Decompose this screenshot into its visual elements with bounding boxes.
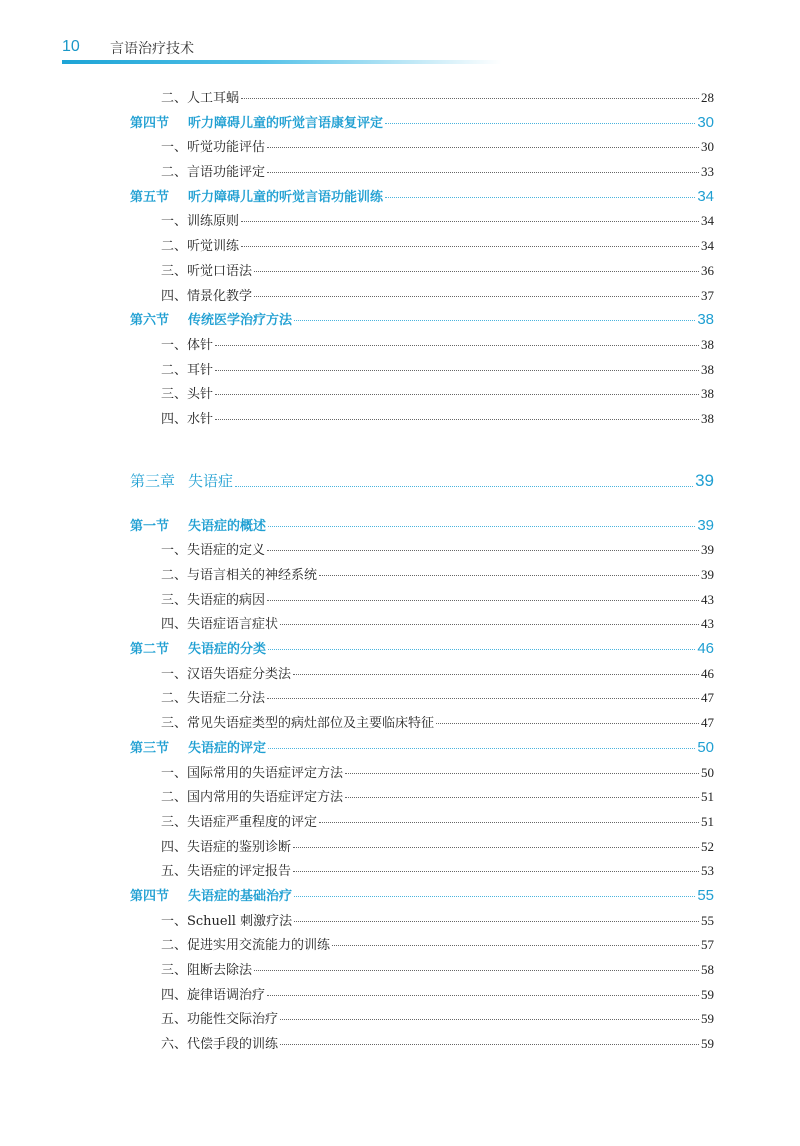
toc-section-title	[130, 186, 383, 211]
toc-item-row[interactable]	[130, 1007, 714, 1032]
dot-leader	[294, 920, 699, 922]
toc-item-row[interactable]	[130, 983, 714, 1008]
dot-leader	[293, 846, 699, 848]
dot-leader	[319, 574, 699, 576]
dot-leader	[267, 146, 699, 148]
toc-item-title	[130, 687, 265, 712]
toc-entry-label: 三、常见失语症类型的病灶部位及主要临床特征	[161, 716, 435, 732]
toc-page-number: 57	[701, 937, 714, 953]
dot-leader	[436, 722, 699, 724]
toc-entry-label: 一、训练原则	[161, 214, 240, 230]
toc-page-number: 51	[701, 789, 714, 805]
toc-item-title	[130, 408, 213, 433]
toc-page-number: 34	[697, 187, 714, 205]
toc-entry-label: 三、阻断去除法	[161, 963, 253, 978]
toc-entry-label: 一、汉语失语症分类法	[161, 666, 292, 682]
toc-item-title	[130, 613, 278, 638]
toc-item-row[interactable]	[130, 662, 714, 687]
toc-item-title	[130, 334, 213, 359]
dot-leader	[385, 122, 695, 124]
toc-item-row[interactable]	[130, 859, 714, 884]
toc-item-title	[130, 811, 317, 836]
toc-section-title	[130, 515, 266, 540]
toc-item-row[interactable]	[130, 933, 714, 958]
toc-item-row[interactable]	[130, 86, 714, 111]
toc-entry-label: 一、失语症的定义	[161, 543, 266, 559]
toc-item-title	[130, 589, 265, 614]
toc-item-title	[130, 786, 343, 811]
toc-item-title	[130, 260, 252, 285]
toc-page-number: 55	[701, 912, 714, 928]
toc-page-number: 43	[701, 591, 714, 607]
toc-entry-label: 一、体针	[161, 337, 214, 353]
dot-leader	[280, 623, 699, 625]
toc-item-row[interactable]	[130, 588, 714, 613]
dot-leader	[268, 747, 695, 749]
dot-leader	[254, 295, 699, 297]
dot-leader	[267, 994, 699, 996]
toc-item-row[interactable]	[130, 358, 714, 383]
toc-entry-label: 四、旋律语调治疗	[161, 987, 266, 1003]
header-rule	[62, 60, 502, 64]
toc-entry-label: 失语症的评定	[188, 740, 267, 756]
toc-entry-label: 五、失语症的评定报告	[161, 864, 292, 880]
toc-page-number: 38	[701, 361, 714, 377]
toc-entry-label: 六、代偿手段的训练	[161, 1037, 279, 1053]
toc-item-title	[130, 210, 239, 235]
toc-entry-label: 二、听觉训练	[161, 239, 240, 255]
toc-entry-label: 一、国际常用的失语症评定方法	[161, 765, 344, 781]
dot-leader	[215, 344, 699, 346]
toc-entry-label: 二、耳针	[161, 362, 214, 378]
dot-leader	[345, 796, 699, 798]
toc-entry-label: 二、国内常用的失语症评定方法	[161, 790, 344, 806]
toc-item-title	[130, 910, 292, 935]
dot-leader	[319, 821, 699, 823]
toc-section-row[interactable]	[130, 185, 714, 210]
toc-entry-label: 三、失语症严重程度的评定	[161, 814, 318, 830]
toc-section-title	[130, 737, 266, 762]
toc-item-title	[130, 860, 291, 885]
toc-item-title	[130, 87, 239, 112]
dot-leader	[293, 673, 699, 675]
toc-entry-label: 听力障碍儿童的听觉言语康复评定	[188, 115, 384, 131]
toc-page-number: 33	[701, 164, 714, 180]
book-title: 言语治疗技术	[110, 41, 194, 57]
toc-entry-label: 一、Schuell 刺激疗法	[161, 913, 293, 929]
dot-leader	[267, 549, 699, 551]
toc-entry-label: 二、失语症二分法	[161, 691, 266, 707]
toc-section-number: 第六节	[130, 313, 170, 329]
toc-section-row[interactable]	[130, 637, 714, 662]
toc-item-row[interactable]	[130, 160, 714, 185]
toc-entry-label: 失语症的基础治疗	[188, 888, 293, 904]
dot-leader	[294, 895, 695, 897]
toc-page-number: 52	[701, 838, 714, 854]
toc-page-number: 38	[701, 386, 714, 402]
table-of-contents	[130, 86, 714, 1057]
toc-item-title	[130, 161, 265, 186]
toc-entry-label: 三、失语症的病因	[161, 592, 266, 608]
toc-entry-label: 失语症	[188, 471, 234, 490]
toc-page-number: 50	[701, 764, 714, 780]
toc-page-number: 39	[695, 470, 714, 490]
toc-item-title	[130, 663, 291, 688]
toc-entry-label: 四、水针	[161, 411, 214, 427]
toc-page-number: 50	[697, 738, 714, 756]
toc-item-title	[130, 136, 265, 161]
toc-item-row[interactable]	[130, 538, 714, 563]
dot-leader	[268, 525, 695, 527]
toc-page-number: 39	[701, 567, 714, 582]
toc-section-title	[130, 309, 292, 334]
toc-item-title	[130, 1033, 278, 1058]
toc-page-number: 34	[701, 213, 714, 229]
toc-chapter-number: 第三章	[130, 471, 176, 490]
dot-leader	[254, 270, 699, 272]
toc-page-number: 34	[701, 238, 714, 254]
dot-leader	[294, 319, 695, 321]
toc-entry-label: 二、与语言相关的神经系统	[161, 568, 318, 583]
toc-page-number: 30	[697, 113, 714, 131]
toc-item-title	[130, 984, 265, 1009]
toc-item-row[interactable]	[130, 761, 714, 786]
toc-page-number: 59	[701, 1036, 714, 1052]
toc-item-row[interactable]	[130, 612, 714, 637]
toc-chapter-row[interactable]	[130, 448, 714, 514]
toc-item-title	[130, 285, 252, 310]
toc-page-number: 38	[701, 410, 714, 426]
toc-item-row[interactable]	[130, 686, 714, 711]
toc-page-number: 46	[697, 640, 714, 658]
dot-leader	[215, 418, 699, 420]
toc-item-row[interactable]	[130, 407, 714, 432]
dot-leader	[241, 245, 699, 247]
toc-page-number: 51	[701, 813, 714, 829]
toc-section-title	[130, 885, 292, 910]
toc-section-title	[130, 638, 266, 663]
toc-section-row[interactable]	[130, 884, 714, 909]
chapter-spacer	[130, 432, 714, 448]
toc-section-number: 第四节	[130, 115, 170, 131]
toc-item-title	[130, 762, 343, 787]
toc-chapter-title	[130, 469, 233, 493]
toc-page-number: 59	[701, 1011, 714, 1027]
dot-leader	[241, 220, 699, 222]
toc-section-title	[130, 112, 383, 137]
dot-leader	[215, 369, 699, 371]
dot-leader	[267, 697, 699, 699]
dot-leader	[215, 393, 699, 395]
toc-page-number: 59	[701, 986, 714, 1002]
dot-leader	[235, 485, 693, 487]
toc-item-row[interactable]	[130, 135, 714, 160]
toc-page-number: 39	[701, 542, 714, 558]
dot-leader	[267, 171, 699, 173]
toc-page-number: 37	[701, 287, 714, 303]
toc-item-row[interactable]	[130, 835, 714, 860]
toc-item-title	[130, 712, 434, 737]
dot-leader	[385, 196, 695, 198]
dot-leader	[241, 97, 699, 99]
toc-item-title	[130, 235, 239, 260]
toc-section-number: 第三节	[130, 740, 170, 756]
toc-page-number: 38	[701, 336, 714, 352]
dot-leader	[268, 648, 695, 650]
toc-item-row[interactable]	[130, 785, 714, 810]
toc-section-number: 第二节	[130, 642, 170, 658]
toc-entry-label: 四、失语症语言症状	[161, 617, 279, 633]
toc-entry-label: 四、情景化教学	[161, 288, 253, 304]
toc-entry-label: 三、头针	[161, 387, 214, 403]
toc-section-number: 第一节	[130, 518, 170, 534]
toc-item-title	[130, 959, 252, 984]
toc-page-number: 43	[701, 616, 714, 632]
dot-leader	[280, 1043, 699, 1045]
toc-entry-label: 失语症的概述	[188, 518, 267, 534]
toc-page-number: 47	[701, 715, 714, 731]
toc-entry-label: 传统医学治疗方法	[188, 313, 293, 329]
toc-entry-label: 五、功能性交际治疗	[161, 1012, 279, 1028]
toc-item-row[interactable]	[130, 711, 714, 736]
toc-entry-label: 四、失语症的鉴别诊断	[161, 839, 292, 855]
toc-item-row[interactable]	[130, 958, 714, 983]
toc-item-row[interactable]	[130, 382, 714, 407]
toc-section-row[interactable]	[130, 111, 714, 136]
dot-leader	[280, 1018, 699, 1020]
toc-page-number: 47	[701, 690, 714, 706]
page-number: 10	[62, 38, 80, 55]
toc-item-title	[130, 564, 317, 589]
toc-page-number: 53	[701, 863, 714, 879]
dot-leader	[345, 772, 699, 774]
dot-leader	[332, 944, 699, 946]
toc-entry-label: 二、人工耳蜗	[161, 91, 240, 106]
toc-item-title	[130, 1008, 278, 1033]
toc-section-row[interactable]	[130, 736, 714, 761]
toc-page-number: 46	[701, 665, 714, 681]
toc-item-row[interactable]	[130, 1032, 714, 1057]
toc-item-title	[130, 359, 213, 384]
toc-item-title	[130, 539, 265, 564]
dot-leader	[254, 969, 699, 971]
toc-item-row[interactable]	[130, 563, 714, 588]
toc-page-number: 30	[701, 139, 714, 155]
toc-section-number: 第四节	[130, 888, 170, 904]
toc-entry-label: 听力障碍儿童的听觉言语功能训练	[188, 189, 384, 205]
toc-page-number: 55	[697, 886, 714, 904]
toc-page-number: 38	[697, 311, 714, 329]
toc-item-title	[130, 934, 330, 959]
page-header	[62, 34, 502, 68]
toc-item-row[interactable]	[130, 333, 714, 358]
toc-page-number: 28	[701, 90, 714, 105]
toc-section-number: 第五节	[130, 189, 170, 205]
toc-item-row[interactable]	[130, 909, 714, 934]
toc-item-row[interactable]	[130, 810, 714, 835]
toc-item-row[interactable]	[130, 209, 714, 234]
toc-item-title	[130, 836, 291, 861]
toc-entry-label: 三、听觉口语法	[161, 263, 253, 279]
toc-entry-label: 失语症的分类	[188, 642, 267, 658]
toc-page-number: 39	[697, 516, 714, 534]
toc-item-row[interactable]	[130, 259, 714, 284]
toc-item-row[interactable]	[130, 234, 714, 259]
toc-section-row[interactable]	[130, 308, 714, 333]
toc-page-number: 58	[701, 962, 714, 977]
dot-leader	[293, 870, 699, 872]
toc-page-number: 36	[701, 262, 714, 278]
toc-section-row[interactable]	[130, 514, 714, 539]
toc-entry-label: 一、听觉功能评估	[161, 140, 266, 156]
dot-leader	[267, 599, 699, 601]
toc-entry-label: 二、言语功能评定	[161, 165, 266, 181]
toc-entry-label: 二、促进实用交流能力的训练	[161, 938, 331, 954]
toc-item-title	[130, 383, 213, 408]
toc-item-row[interactable]	[130, 284, 714, 309]
